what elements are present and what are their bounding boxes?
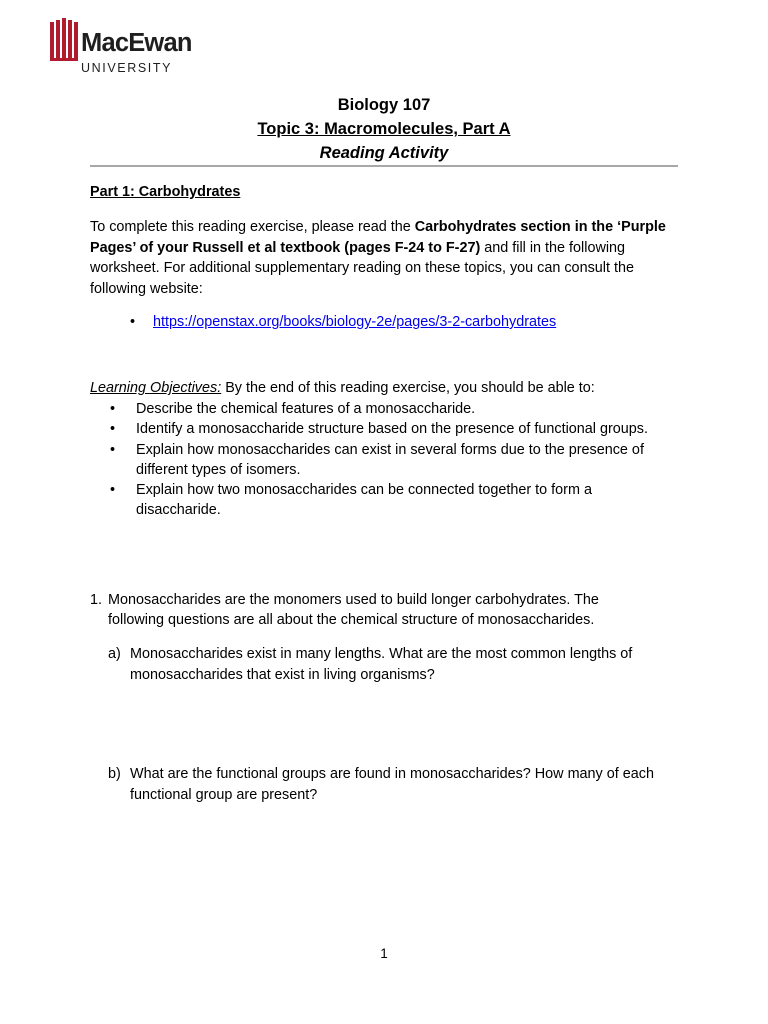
topic-title: Topic 3: Macromolecules, Part A: [257, 120, 511, 138]
openstax-link[interactable]: https://openstax.org/books/biology-2e/pages/3-2-carbohydrates: [153, 314, 557, 330]
course-title: Biology 107: [337, 96, 431, 114]
learning-objectives-label: Learning Objectives:: [90, 380, 222, 396]
intro-text-before: To complete this reading exercise, please read the: [90, 219, 415, 235]
bullet: •: [110, 482, 116, 499]
learning-objectives-list: [110, 399, 680, 521]
logo-mark-icon: [50, 18, 78, 64]
bullet: •: [110, 421, 116, 438]
list-item: [110, 480, 680, 521]
question-number: 1.: [90, 592, 103, 608]
subquestion-letter: a): [108, 646, 121, 662]
objective-text: Explain how two monosaccharides can be connected together to form a disaccharide.: [136, 482, 592, 519]
intro-text-bold: Carbohydrates section in the ‘Purple Pages’ of your Russell et al textbook (pages F-24 to F-27): [90, 219, 666, 256]
subquestion-letter: b): [108, 766, 121, 782]
objective-text: Explain how monosaccharides can exist in several forms due to the presence of different types of isomers.: [136, 441, 644, 478]
page-number: 1: [380, 946, 388, 961]
bullet: •: [130, 314, 136, 330]
activity-title: Reading Activity: [319, 144, 449, 162]
subquestion-text: What are the functional groups are found in monosaccharides? How many of each functional group are present?: [130, 766, 654, 803]
list-item: [110, 440, 680, 481]
objective-text: Identify a monosaccharide structure based on the presence of functional groups.: [136, 421, 648, 438]
header-divider: [90, 165, 678, 167]
list-item: [110, 419, 680, 439]
list-item: [110, 399, 680, 419]
section-heading: Part 1: Carbohydrates: [90, 184, 241, 200]
learning-objectives-intro: [90, 378, 595, 399]
question-text: Monosaccharides are the monomers used to build longer carbohydrates. The following questions are all about the chemical structure of monosaccharides.: [108, 592, 599, 628]
subquestion-text: Monosaccharides exist in many lengths. What are the most common lengths of monosaccharides that exist in living organisms?: [130, 646, 633, 683]
logo-name: MacEwan: [81, 29, 192, 57]
bullet: •: [110, 441, 116, 458]
learning-objectives-lead: By the end of this reading exercise, you should be able to:: [221, 380, 595, 396]
bullet: •: [110, 401, 116, 417]
macewan-logo: [50, 18, 210, 78]
document-header: [90, 93, 678, 165]
intro-text-after: and fill in the following worksheet. For additional supplementary reading on these topics, you can consult the following website:: [90, 239, 634, 297]
objective-text: Describe the chemical features of a monosaccharide.: [136, 401, 476, 417]
logo-subtitle: UNIVERSITY: [81, 61, 173, 75]
intro-paragraph: [90, 217, 670, 299]
